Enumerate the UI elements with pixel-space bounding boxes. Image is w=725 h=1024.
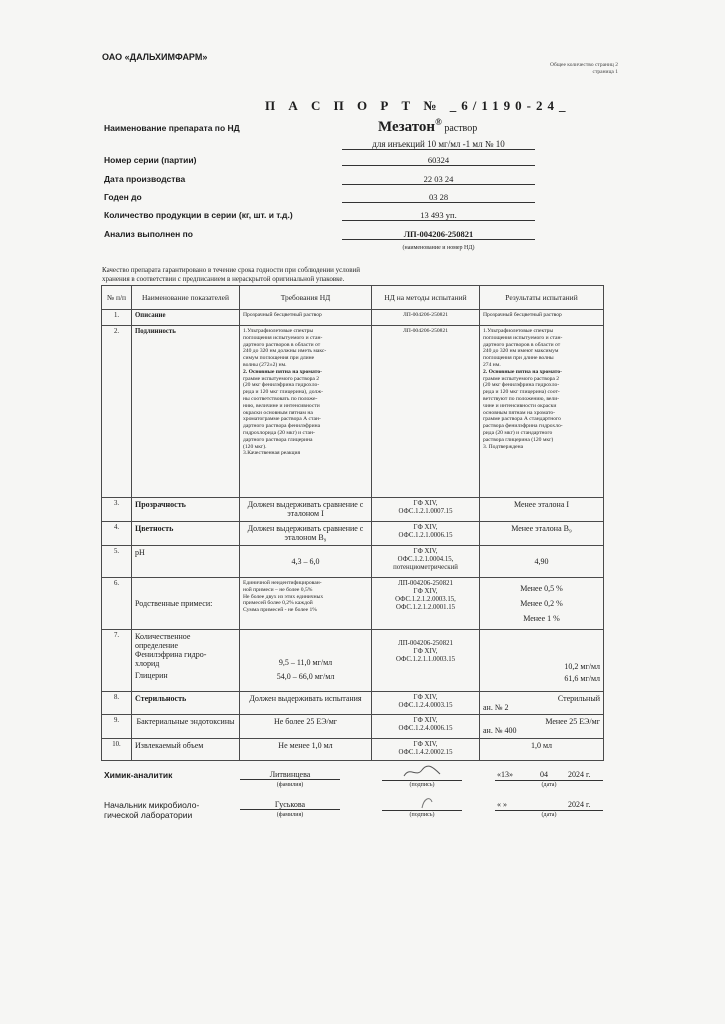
table-row	[102, 630, 604, 692]
row-result	[480, 715, 604, 739]
result-line: (20 мкг фенилэфрина гидрохло-	[483, 382, 560, 389]
result-line: дартного растворов в области от	[483, 341, 561, 348]
name-line: Глицерин	[135, 671, 168, 680]
chemist-date-line	[495, 780, 603, 781]
result-line: Стерильный	[557, 694, 600, 703]
req-line: (20 мкг фенилэфрина гидрохло-	[243, 382, 320, 389]
req-line: ной примеси – не более 0,5%	[243, 586, 313, 593]
req-line: 3.Качественная реакция	[243, 450, 301, 457]
row-name: Бактериальные эндотоксины	[132, 715, 240, 739]
req-line: 1.Ультрафиолетовые спектры	[243, 328, 314, 334]
method-line: ОФС.1.4.2.0002.15	[398, 749, 453, 756]
production-value: 22 03 24	[342, 174, 535, 185]
head-label-line-1: Начальник микробиоло-	[104, 800, 200, 810]
row-num: 10.	[102, 739, 132, 761]
guarantee-text	[102, 266, 502, 284]
req-line: Не более двух из этих единичных	[243, 593, 324, 600]
row-method	[372, 630, 480, 692]
table-row	[102, 739, 604, 761]
req-line: хроматограмме раствора А стан-	[243, 416, 321, 423]
row-name	[132, 630, 240, 692]
req-line: дартного раствора глицерина	[243, 436, 313, 443]
head-label	[104, 800, 199, 820]
expiry-label: Годен до	[104, 192, 142, 202]
result-line: грамме испытуемого раствора 2	[483, 375, 560, 382]
chemist-date-caption: (дата)	[541, 782, 557, 788]
row-result: Прозрачный бесцветный раствор	[480, 310, 604, 326]
chemist-month: 04	[540, 770, 548, 779]
result-line: Менее 0,5 %	[520, 584, 563, 593]
req-line: ны соответствовать по положе-	[243, 395, 318, 402]
req-line: окраски основным пятнам на	[243, 409, 313, 416]
row-name: pH	[132, 546, 240, 578]
req-line: примесей более 0,2% каждой	[243, 600, 313, 607]
row-method	[372, 522, 480, 546]
req-line: волны (272±2) нм.	[243, 361, 287, 368]
method-line: ГФ XIV,	[413, 694, 438, 701]
chemist-label: Химик-аналитик	[104, 770, 173, 780]
row-num: 8.	[102, 692, 132, 715]
req-line: 54,0 – 66,0 мг/мл	[276, 672, 335, 681]
row-result	[480, 692, 604, 715]
req-line: грамме испытуемого раствора 2	[243, 375, 320, 382]
method-line: ОФС.1.2.4.0003.15	[398, 702, 453, 709]
table-row	[102, 692, 604, 715]
head-signature	[418, 794, 438, 810]
row-result: Менее эталона I	[480, 498, 604, 522]
head-surname-caption: (фамилия)	[276, 812, 304, 818]
analysis-label: Анализ выполнен по	[104, 229, 193, 239]
method-line: ГФ XIV,	[413, 717, 438, 724]
result-line: рида и 120 мкг глицерина) соот-	[483, 389, 560, 396]
result-line: Менее 25 ЕЭ/мг	[545, 717, 600, 726]
row-requirement: Должен выдерживать сравнение с эталоном B₉	[240, 522, 372, 546]
row-num: 9.	[102, 715, 132, 739]
chemist-name: Литвинцева	[240, 770, 340, 780]
batch-label: Номер серии (партии)	[104, 155, 197, 165]
method-line: ОФС.1.2.1.0007.15	[398, 508, 453, 515]
name-line: хлорид	[135, 659, 160, 668]
head-label-line-2: гической лаборатории	[104, 810, 193, 820]
guarantee-line-2: хранения в соответствии с предписанием в нераскрытой оригинальной упаковке.	[102, 275, 345, 283]
table-row	[102, 310, 604, 326]
row-result: 4,90	[480, 546, 604, 578]
chemist-signature-caption: (подпись)	[409, 782, 435, 788]
chemist-year: 2024 г.	[568, 770, 591, 779]
method-line: потенциометрический	[393, 564, 458, 571]
result-line: чине и интенсивности окраски	[483, 402, 557, 409]
page-count	[500, 62, 618, 76]
row-requirement: Должен выдерживать испытания	[240, 692, 372, 715]
method-line: ОФС.1.2.1.2.0001.15	[395, 604, 456, 611]
drug-name	[378, 117, 477, 136]
result-line: 10,2 мг/мл	[564, 662, 600, 671]
req-line: симум поглощения при длине	[243, 355, 315, 362]
row-num: 1.	[102, 310, 132, 326]
row-num: 6.	[102, 578, 132, 630]
result-line: ветствуют по положению, вели-	[483, 395, 560, 402]
row-method: ЛП-004206-250821	[372, 310, 480, 326]
row-result	[480, 630, 604, 692]
req-line: (120 мкг).	[243, 443, 267, 450]
result-line: 274 нм.	[483, 361, 501, 368]
row-num: 2.	[102, 326, 132, 498]
result-line: 2. Основные пятна на хромато-	[483, 368, 562, 375]
row-result	[480, 578, 604, 630]
result-line: рида (20 мкг) и стандартного	[483, 429, 553, 436]
req-line: дартного раствора фенилэфрина	[243, 423, 321, 430]
result-line: ан. № 2	[483, 703, 509, 712]
quality-table	[101, 285, 604, 761]
req-line: нию, величине и интенсивности	[243, 402, 320, 409]
row-name: Извлекаемый объем	[132, 739, 240, 761]
row-name: Описание	[132, 310, 240, 326]
result-line: основным пятнам на хромато-	[483, 409, 555, 416]
req-line: поглощения испытуемого и стан-	[243, 334, 323, 341]
row-requirement	[240, 630, 372, 692]
result-line: раствора глицерина (120 мкг)	[483, 436, 554, 443]
quantity-value: 13 493 уп.	[342, 210, 535, 221]
req-line: рида и 120 мкг глицерина), долж-	[243, 389, 323, 396]
header-num: № п/п	[102, 286, 132, 310]
row-num: 7.	[102, 630, 132, 692]
table-row	[102, 578, 604, 630]
result-line: ан. № 400	[483, 726, 517, 735]
company-name: ОАО «ДАЛЬХИМФАРМ»	[102, 52, 208, 62]
row-name: Цветность	[132, 522, 240, 546]
head-day: « »	[497, 800, 507, 809]
row-name: Стерильность	[132, 692, 240, 715]
row-method	[372, 692, 480, 715]
drug-label: Наименование препарата по НД	[104, 123, 240, 133]
method-line: ОФС.1.2.1.1.0003.15	[395, 656, 456, 663]
method-line: ГФ XIV,	[413, 500, 438, 507]
name-line: Фенилэфрина гидро-	[135, 650, 207, 659]
row-method	[372, 498, 480, 522]
req-line: дартного растворов в области от	[243, 341, 321, 348]
chemist-signature	[402, 764, 442, 780]
method-line: ЛП-004206-250821	[398, 580, 453, 587]
result-line: Менее 1 %	[523, 614, 560, 623]
row-num: 5.	[102, 546, 132, 578]
table-row	[102, 546, 604, 578]
req-line: 2. Основные пятна на хромато-	[243, 368, 322, 375]
method-line: ГФ XIV,	[413, 548, 438, 555]
name-line: Количественное	[135, 632, 191, 641]
req-line: Сумма примесей - не более 1%	[243, 607, 317, 614]
result-line: 3. Подтверждена	[483, 443, 524, 450]
req-line: 9,5 – 11,0 мг/мл	[278, 658, 333, 667]
row-name: Подлинность	[132, 326, 240, 498]
header-name: Наименование показателей	[132, 286, 240, 310]
drug-name-text: Мезатон	[378, 119, 436, 135]
expiry-value: 03 28	[342, 192, 535, 203]
row-name: Родственные примеси:	[132, 578, 240, 630]
row-requirement: Должен выдерживать сравнение с эталоном I	[240, 498, 372, 522]
row-name: Прозрачность	[132, 498, 240, 522]
page-number: страница 1	[592, 69, 618, 75]
header-requirements: Требования НД	[240, 286, 372, 310]
row-requirement: Не более 25 ЕЭ/мг	[240, 715, 372, 739]
result-line: поглощения при длине волны	[483, 355, 554, 362]
head-signature-caption: (подпись)	[409, 812, 435, 818]
head-name: Гуськова	[240, 800, 340, 810]
method-line: ОФС.1.2.1.0004.15,	[397, 556, 454, 563]
row-requirement: Не менее 1,0 мл	[240, 739, 372, 761]
header-method: НД на методы испытаний	[372, 286, 480, 310]
pages-total: Общее количество страниц 2	[550, 62, 618, 68]
drug-suffix: раствор	[441, 123, 478, 134]
name-line: определение	[135, 641, 179, 650]
row-num: 3.	[102, 498, 132, 522]
result-line: 240 до 320 нм имеют максимум	[483, 348, 559, 355]
req-line: 240 до 320 нм должны иметь макс-	[243, 348, 327, 355]
req-line: Единичной неидентифицирован-	[243, 580, 322, 586]
header-results: Результаты испытаний	[480, 286, 604, 310]
guarantee-line-1: Качество препарата гарантировано в течение срока годности при соблюдении условий	[102, 266, 361, 274]
production-label: Дата производства	[104, 174, 186, 184]
row-num: 4.	[102, 522, 132, 546]
result-line: 1.Ультрафиолетовые спектры	[483, 328, 554, 334]
document-title: П А С П О Р Т № _6/1190-24_	[265, 98, 571, 113]
table-row	[102, 326, 604, 498]
head-date-line	[495, 810, 603, 811]
result-line: грамме раствора А стандартного	[483, 416, 561, 423]
row-result	[480, 326, 604, 498]
row-requirement: 4,3 – 6,0	[240, 546, 372, 578]
method-line: ГФ XIV,	[413, 741, 438, 748]
method-line: ГФ XIV,	[413, 524, 438, 531]
method-line: ОФС.1.2.4.0006.15	[398, 725, 453, 732]
row-result: Менее эталона B₉	[480, 522, 604, 546]
result-line: 61,6 мг/мл	[564, 674, 600, 683]
table-row	[102, 522, 604, 546]
chemist-surname-caption: (фамилия)	[276, 782, 304, 788]
row-requirement	[240, 326, 372, 498]
table-row	[102, 498, 604, 522]
drug-form: для инъекций 10 мг/мл -1 мл № 10	[342, 139, 535, 150]
req-line: гидрохлорида (20 мкг) и стан-	[243, 429, 315, 436]
method-line: ГФ XIV,	[413, 648, 438, 655]
method-line: ОФС.1.2.1.2.0003.15,	[395, 596, 456, 603]
row-method	[372, 546, 480, 578]
head-year: 2024 г.	[568, 800, 591, 809]
row-method	[372, 715, 480, 739]
method-line: ОФС.1.2.1.0006.15	[398, 532, 453, 539]
method-line: ГФ XIV,	[413, 588, 438, 595]
method-line: ЛП-004206-250821	[398, 640, 453, 647]
row-method	[372, 739, 480, 761]
analysis-value: ЛП-004206-250821	[342, 229, 535, 240]
row-method	[372, 578, 480, 630]
registered-mark: ®	[435, 117, 442, 127]
result-line: Менее 0,2 %	[520, 599, 563, 608]
chemist-day: «13»	[497, 770, 513, 779]
row-method: ЛП-004206-250821	[372, 326, 480, 498]
head-date-caption: (дата)	[541, 812, 557, 818]
result-line: поглощения испытуемого и стан-	[483, 334, 563, 341]
batch-value: 60324	[342, 155, 535, 166]
row-requirement: Прозрачный бесцветный раствор	[240, 310, 372, 326]
quantity-label: Количество продукции в серии (кг, шт. и т.д.)	[104, 210, 293, 220]
table-row	[102, 715, 604, 739]
result-line: раствора фенилэфрина гидрохло-	[483, 423, 563, 430]
row-result: 1,0 мл	[480, 739, 604, 761]
analysis-caption: (наименование и номер НД)	[402, 245, 475, 251]
row-requirement	[240, 578, 372, 630]
